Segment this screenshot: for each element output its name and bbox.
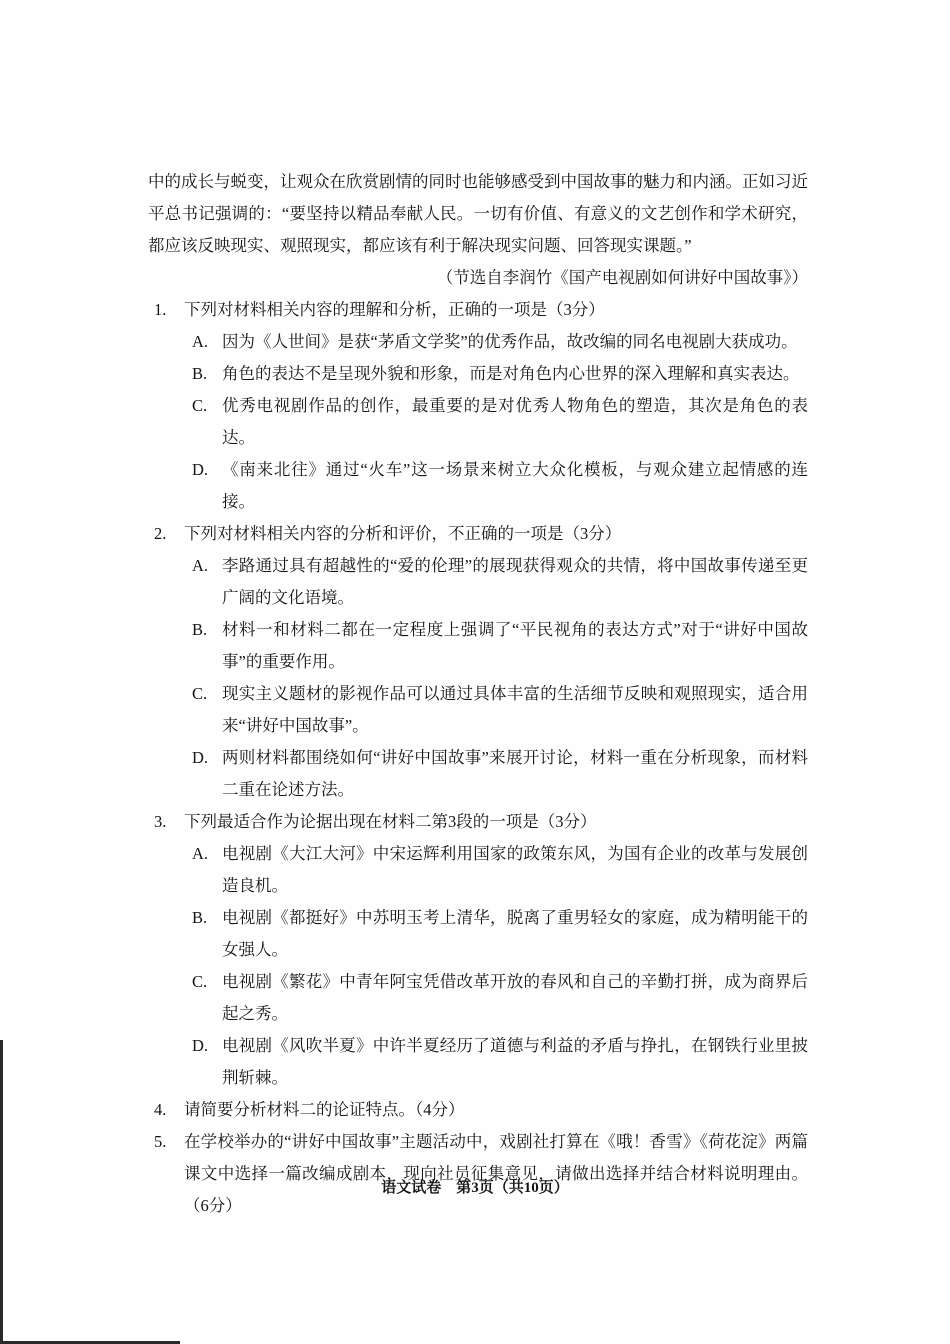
question-1-option-d [148,454,808,518]
option-text: 材料一和材料二都在一定程度上强调了“平民视角的表达方式”对于“讲好中国故事”的重要作用。 [222,620,808,671]
question-2-option-d [148,742,808,806]
question-2-option-c [148,678,808,742]
option-text: 角色的表达不是呈现外貌和形象，而是对角色内心世界的深入理解和真实表达。 [222,364,800,383]
source-attribution: （节选自李润竹《国产电视剧如何讲好中国故事》） [436,268,808,287]
footer-text: 语文试卷 第3页（共10页） [381,1180,569,1196]
option-label: D. [192,748,209,767]
option-label: B. [192,908,208,927]
question-stem-text: 下列对材料相关内容的分析和评价，不正确的一项是（3分） [184,524,622,543]
question-3-option-a [148,838,808,902]
question-1 [148,294,808,518]
question-3-stem [148,806,808,838]
option-label: B. [192,364,208,383]
option-label: D. [192,460,209,479]
option-text: 因为《人世间》是获“茅盾文学奖”的优秀作品，故改编的同名电视剧大获成功。 [222,332,798,351]
option-label: C. [192,972,208,991]
option-text: 电视剧《繁花》中青年阿宝凭借改革开放的春风和自己的辛勤打拼，成为商界后起之秀。 [222,972,808,1023]
option-text: 优秀电视剧作品的创作，最重要的是对优秀人物角色的塑造，其次是角色的表达。 [222,396,808,447]
question-1-stem [148,294,808,326]
question-stem-text: 下列最适合作为论据出现在材料二第3段的一项是（3分） [184,812,597,831]
option-label: D. [192,1036,209,1055]
question-4-stem [148,1094,808,1126]
option-text: 两则材料都围绕如何“讲好中国故事”来展开讨论，材料一重在分析现象，而材料二重在论述方法。 [222,748,808,799]
option-text: 电视剧《风吹半夏》中许半夏经历了道德与利益的矛盾与挣扎，在钢铁行业里披荆斩棘。 [222,1036,808,1087]
question-stem-text: 在学校举办的“讲好中国故事”主题活动中，戏剧社打算在《哦！香雪》《荷花淀》两篇课文中选择一篇改编成剧本，现向社员征集意见，请做出选择并结合材料说明理由。（6分） [184,1132,808,1215]
question-2-stem [148,518,808,550]
question-number: 4. [154,1100,167,1119]
option-text: 电视剧《大江大河》中宋运辉利用国家的政策东风，为国有企业的改革与发展创造良机。 [222,844,808,895]
intro-paragraph: 中的成长与蜕变，让观众在欣赏剧情的同时也能够感受到中国故事的魅力和内涵。正如习近平总书记强调的：“要坚持以精品奉献人民。一切有价值、有意义的文艺创作和学术研究，都应该反映现实、观照现实，都应该有利于解决现实问题、回答现实课题。” [148,172,808,255]
option-text: 李路通过具有超越性的“爱的伦理”的展现获得观众的共情，将中国故事传递至更广阔的文化语境。 [222,556,808,607]
question-3 [148,806,808,1094]
option-text: 现实主义题材的影视作品可以通过具体丰富的生活细节反映和观照现实，适合用来“讲好中国故事”。 [222,684,808,735]
question-5-stem [148,1126,808,1222]
question-3-option-b [148,902,808,966]
option-label: C. [192,684,208,703]
question-4 [148,1094,808,1126]
question-1-option-b [148,358,808,390]
question-3-option-d [148,1030,808,1094]
question-1-option-a [148,326,808,358]
page-footer [0,1178,950,1198]
option-label: A. [192,332,209,351]
option-label: B. [192,620,208,639]
question-number: 3. [154,812,167,831]
option-text: 电视剧《都挺好》中苏明玉考上清华，脱离了重男轻女的家庭，成为精明能干的女强人。 [222,908,808,959]
question-stem-text: 请简要分析材料二的论证特点。（4分） [184,1100,465,1119]
question-1-option-c [148,390,808,454]
scan-edge-left [0,1040,3,1344]
option-label: A. [192,844,209,863]
question-number: 2. [154,524,167,543]
question-2 [148,518,808,806]
option-label: A. [192,556,209,575]
question-number: 1. [154,300,167,319]
question-2-option-a [148,550,808,614]
page-content [148,166,808,1222]
question-2-option-b [148,614,808,678]
question-3-option-c [148,966,808,1030]
question-number: 5. [154,1132,167,1151]
question-5 [148,1126,808,1222]
option-text: 《南来北往》通过“火车”这一场景来树立大众化模板，与观众建立起情感的连接。 [222,460,808,511]
option-label: C. [192,396,208,415]
question-stem-text: 下列对材料相关内容的理解和分析，正确的一项是（3分） [184,300,605,319]
